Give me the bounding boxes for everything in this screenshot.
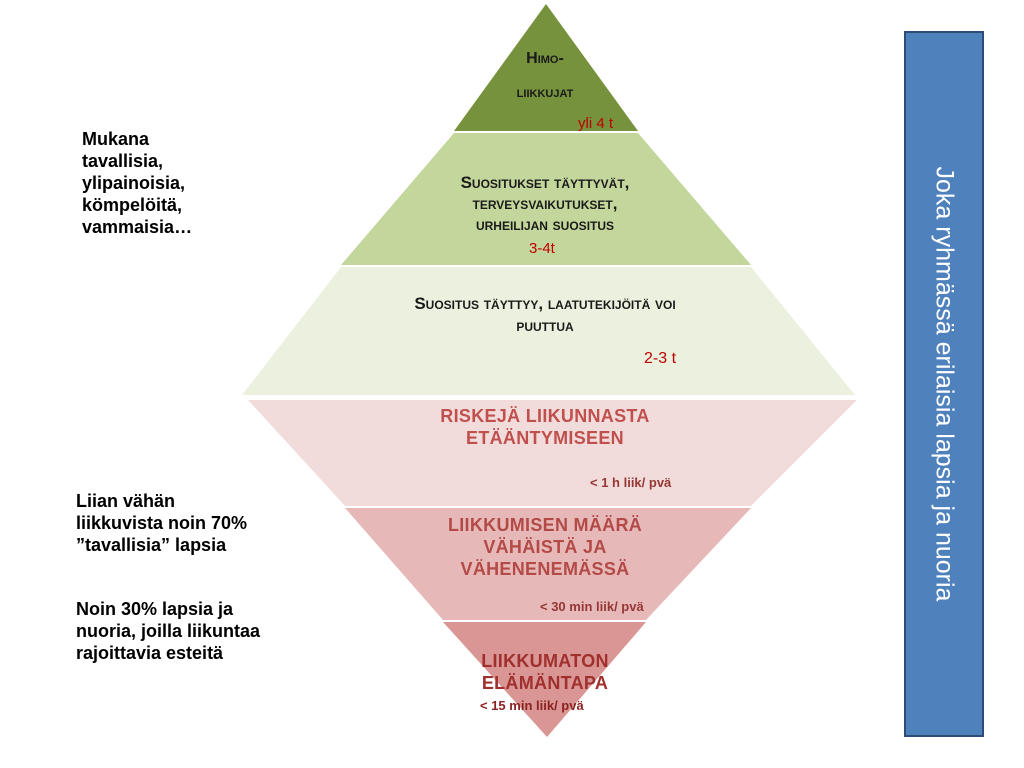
side-banner-text: Joka ryhmässä erilaisia lapsia ja nuoria bbox=[930, 166, 959, 602]
duration-suositus-tayttyy: 2-3 t bbox=[644, 350, 677, 367]
label-vahaista: LIIKKUMISEN MÄÄRÄ VÄHÄISTÄ JA VÄHENENEMÄSSÄ bbox=[447, 515, 643, 579]
duration-riskeja: < 1 h liik/ pvä bbox=[590, 475, 672, 490]
label-suositukset-tayttyvat: Suositukset täyttyvät, terveysvaikutukset, urheilijan suositus bbox=[460, 173, 630, 234]
note-lower-2: Noin 30% lapsia ja nuoria, joilla liikuntaa rajoittavia esteitä bbox=[76, 599, 261, 663]
label-riskeja: RISKEJÄ LIIKUNNASTA ETÄÄNTYMISEEN bbox=[440, 406, 650, 448]
duration-liikkumaton: < 15 min liik/ pvä bbox=[480, 698, 584, 713]
note-upper: Mukana tavallisia, ylipainoisia, kömpelöitä, vammaisia… bbox=[82, 129, 193, 237]
note-lower-1: Liian vähän liikkuvista noin 70% ”tavallisia” lapsia bbox=[76, 491, 248, 555]
label-suositus-tayttyy: Suositus täyttyy, laatutekijöitä voi puuttua bbox=[414, 294, 676, 335]
duration-suositukset-tayttyvat: 3-4t bbox=[529, 240, 555, 257]
duration-vahaista: < 30 min liik/ pvä bbox=[540, 599, 644, 614]
label-himoliikkujat: Himo- liikkujat bbox=[516, 50, 574, 101]
label-liikkumaton: LIIKKUMATON ELÄMÄNTAPA bbox=[481, 651, 609, 693]
duration-himoliikkujat: yli 4 t bbox=[578, 115, 614, 132]
side-banner bbox=[904, 31, 984, 737]
